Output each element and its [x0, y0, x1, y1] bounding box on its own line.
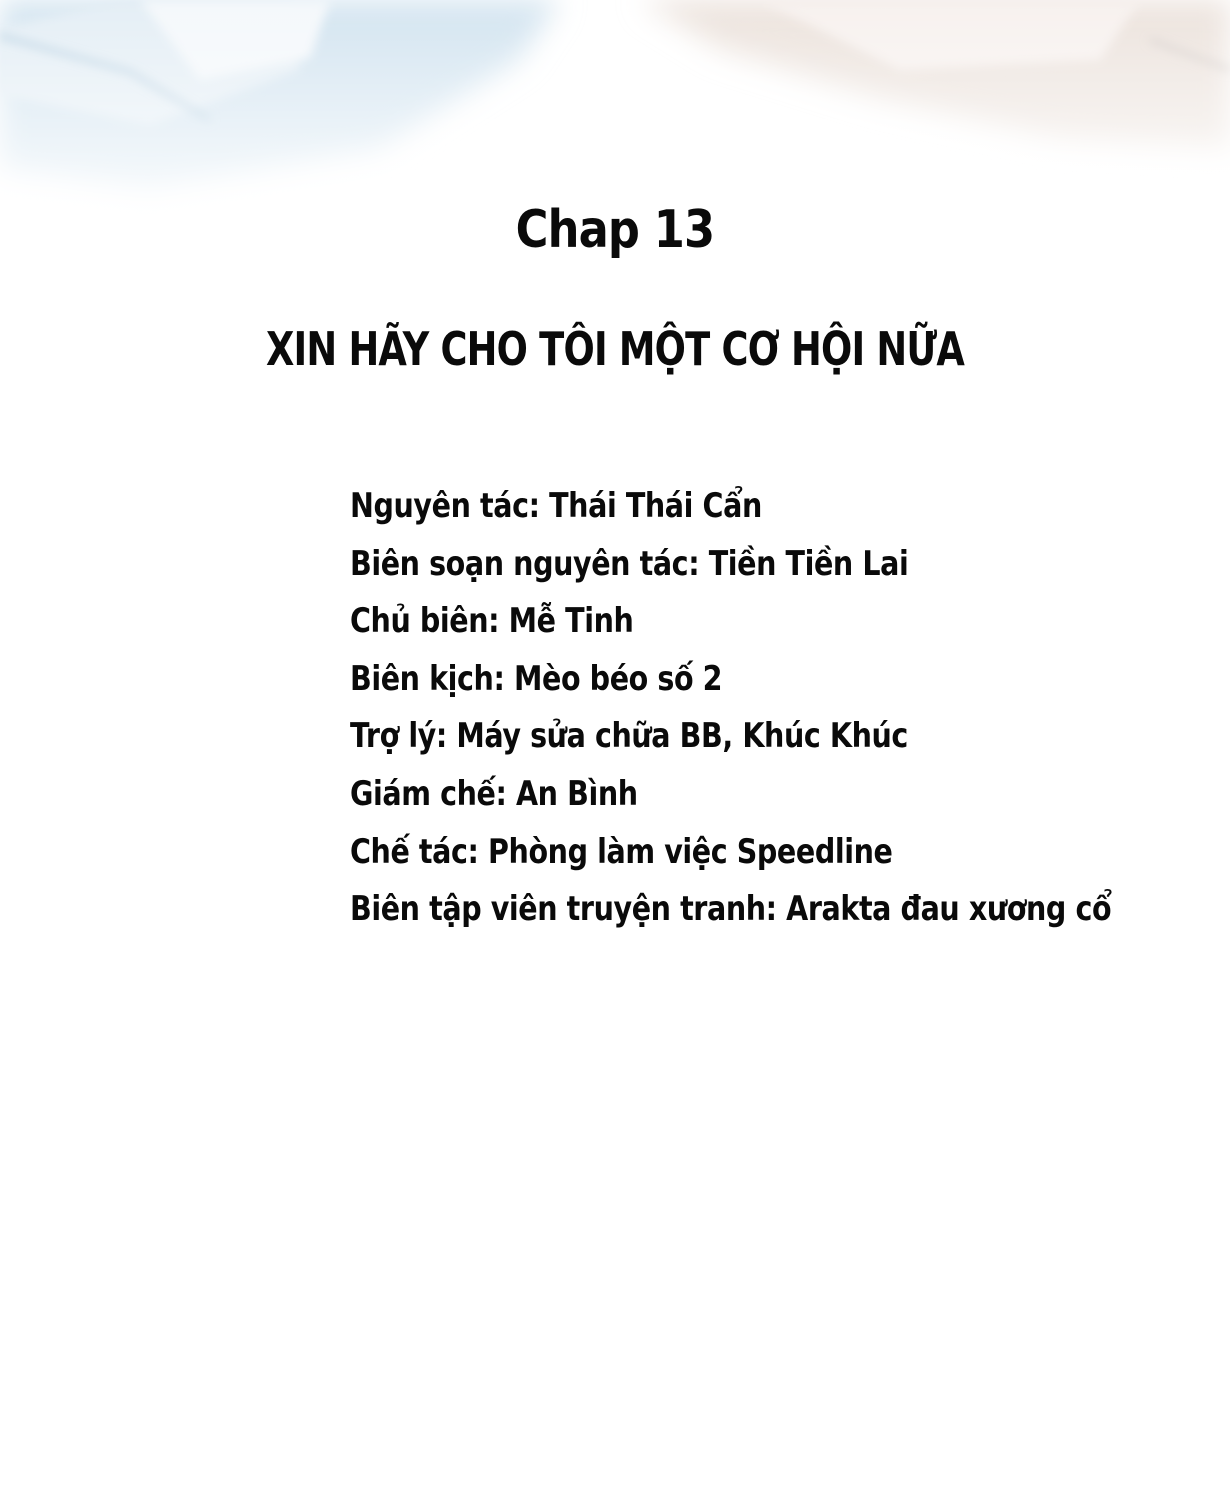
credit-original-author: Nguyên tác: Thái Thái Cẩn	[350, 486, 762, 526]
credit-chief-editor: Chủ biên: Mễ Tinh	[350, 601, 634, 642]
credit-assistants: Trợ lý: Máy sửa chữa BB, Khúc Khúc	[350, 716, 908, 757]
chapter-title: XIN HÃY CHO TÔI MỘT CƠ HỘI NỮA	[265, 322, 965, 376]
credits-list	[350, 478, 1112, 939]
credit-production: Chế tác: Phòng làm việc Speedline	[350, 831, 893, 872]
credit-screenwriter: Biên kịch: Mèo béo số 2	[350, 658, 723, 699]
credit-comic-editor: Biên tập viên truyện tranh: Arakta đau xương cổ	[350, 889, 1112, 930]
credit-supervisor: Giám chế: An Bình	[350, 773, 638, 814]
credit-adaptation: Biên soạn nguyên tác: Tiền Tiền Lai	[350, 543, 909, 584]
chapter-number: Chap 13	[515, 200, 715, 260]
